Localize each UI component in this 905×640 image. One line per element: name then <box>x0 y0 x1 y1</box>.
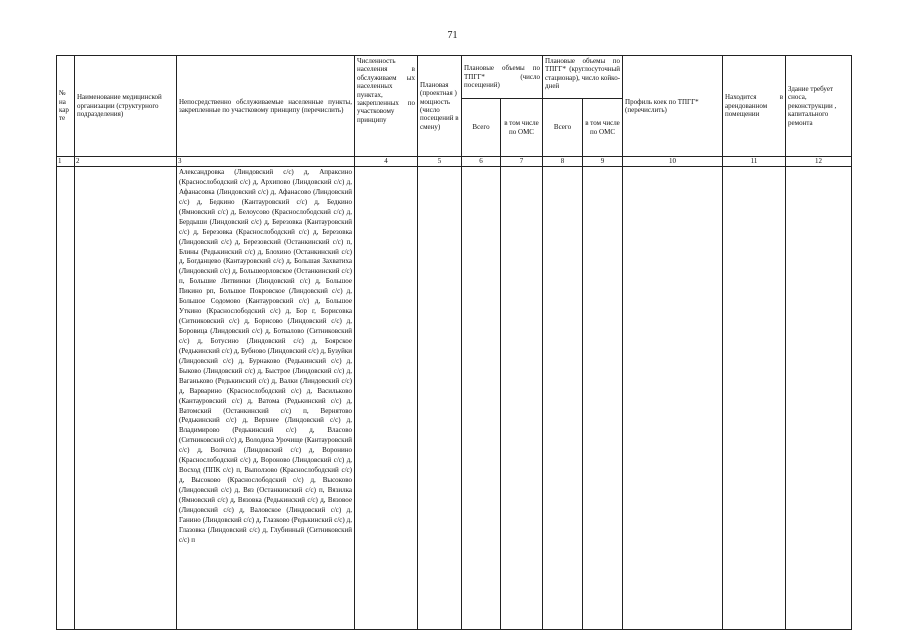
cell-rented-premises <box>723 167 786 630</box>
cell-map-number <box>57 167 75 630</box>
header-settlements: Непосредственно обслуживаемые населенные пункты, закрепленные по участковому принципу (перечислить) <box>177 56 355 157</box>
page-number: 71 <box>447 30 458 41</box>
header-visits-oms: в том числе по ОМС <box>501 99 543 157</box>
column-number: 10 <box>623 157 723 167</box>
table-row <box>57 167 852 630</box>
cell-bed-profile <box>623 167 723 630</box>
cell-bed-days-oms <box>583 167 623 630</box>
column-number: 4 <box>355 157 418 167</box>
header-building-condition: Здание требует сноса, реконструкции , капитального ремонта <box>786 56 852 157</box>
cell-organization-name <box>75 167 177 630</box>
cell-population <box>355 167 418 630</box>
column-number: 11 <box>723 157 786 167</box>
header-visits-total: Всего <box>462 99 501 157</box>
column-number: 12 <box>786 157 852 167</box>
column-number: 8 <box>543 157 583 167</box>
column-number: 9 <box>583 157 623 167</box>
header-row-top <box>57 56 852 99</box>
facilities-table <box>56 55 852 630</box>
header-planned-capacity: Плановая (проектная ) мощность (число посещений в смену) <box>418 56 462 157</box>
cell-bed-days-total <box>543 167 583 630</box>
column-number-row <box>57 157 852 167</box>
header-map-number: № на кар те <box>57 56 75 157</box>
cell-visits-oms <box>501 167 543 630</box>
header-rented-premises: Находится в арендованном помещении <box>723 56 786 157</box>
header-planned-bed-days: Плановые объемы по ТПГГ* (круглосуточный стационар), число койко-дней <box>543 56 623 99</box>
column-number: 6 <box>462 157 501 167</box>
header-bed-days-total: Всего <box>543 99 583 157</box>
column-number: 1 <box>57 157 75 167</box>
cell-settlements-list: Александровка (Линдовский с/с) д, Апраксино (Краснослободский с/с) д, Архипово (Линдовский с/с) д, Афанасовка (Линдовский с/с) д, Афанасово (Линдовский с/с) д, Бедкино (Кантауровский с/с) д, Бедкино (Ямновский с/с) д, Белоусово (Краснослободский с/с) д, Бердыши (Линдовский с/с) д, Березовка (Кантауровский с/с) д, Березовка (Краснослободский с/с) д, Березовка (Линдовский с/с) д, Березовский (Останкинский с/с) п, Блины (Редькинский с/с) д, Блохино (Останкинский с/с) д, Богданцево (Кантауровский с/с) д, Большая Захватиха (Линдовский с/с) д, Большеорловское (Останкинский с/с) п, Большие Литвинки (Линдовский с/с) д, Большое Пикино рп, Большое Покровское (Линдовский с/с) д, Большое Содомово (Кантауровский с/с) д, Большое Уткино (Краснослободский с/с) д, Бор г, Борисовка (Ситниковский с/с) д, Борисово (Линдовский с/с) д, Боровица (Линдовский с/с) д, Ботвалово (Ситниковский с/с) д, Ботусино (Линдовский с/с) д, Боярское (Редькинский с/с) д, Бубново (Линдовский с/с) д, Бузуйки (Линдовский с/с) д, Бурнаково (Редькинский с/с) д, Быково (Линдовский с/с) д, Быстрое (Линдовский с/с) д, Ваганьково (Редькинский с/с) д, Валки (Линдовский с/с) д, Варварино (Краснослободский с/с) д, Васильково (Кантауровский с/с) д, Ватома (Редькинский с/с) д, Ватомский (Останкинский с/с) п, Вернятово (Редькинский с/с) д, Верхнее (Линдовский с/с) д, Владимирово (Редькинский с/с) д, Власово (Ситниковский с/с) д, Володиха Урочище (Кантауровский с/с) д, Волчиха (Линдовский с/с) д, Воронино (Краснослободский с/с) д, Вороново (Линдовский с/с) д, Восход (ППК с/с) п, Выползово (Краснослободский с/с) д, Высоково (Краснослободский с/с) д, Высоково (Линдовский с/с) д, Вяз (Останкинский с/с) п, Вязилка (Ямновский с/с) д, Вязовка (Редькинский с/с) д, Вязовое (Линдовский с/с) д, Валовское (Линдовский с/с) д, Ганино (Линдовский с/с) д, Глазково (Редькинский с/с) д, Глазовка (Линдовский с/с) д, Глубинный (Ситниковский с/с) п <box>177 167 355 630</box>
header-population: Численность населения в обслуживаем ых населенных пунктах, закрепленных по участковому принципу <box>355 56 418 157</box>
header-bed-days-oms: в том числе по ОМС <box>583 99 623 157</box>
column-number: 3 <box>177 157 355 167</box>
header-planned-visits: Плановые объемы по ТПГГ* (число посещений) <box>462 56 543 99</box>
cell-building-condition <box>786 167 852 630</box>
cell-planned-capacity <box>418 167 462 630</box>
column-number: 7 <box>501 157 543 167</box>
cell-visits-total <box>462 167 501 630</box>
column-number: 5 <box>418 157 462 167</box>
column-number: 2 <box>75 157 177 167</box>
header-organization-name: Наименование медицинской организации (структурного подразделения) <box>75 56 177 157</box>
header-bed-profile: Профиль коек по ТПГГ* (перечислить) <box>623 56 723 157</box>
